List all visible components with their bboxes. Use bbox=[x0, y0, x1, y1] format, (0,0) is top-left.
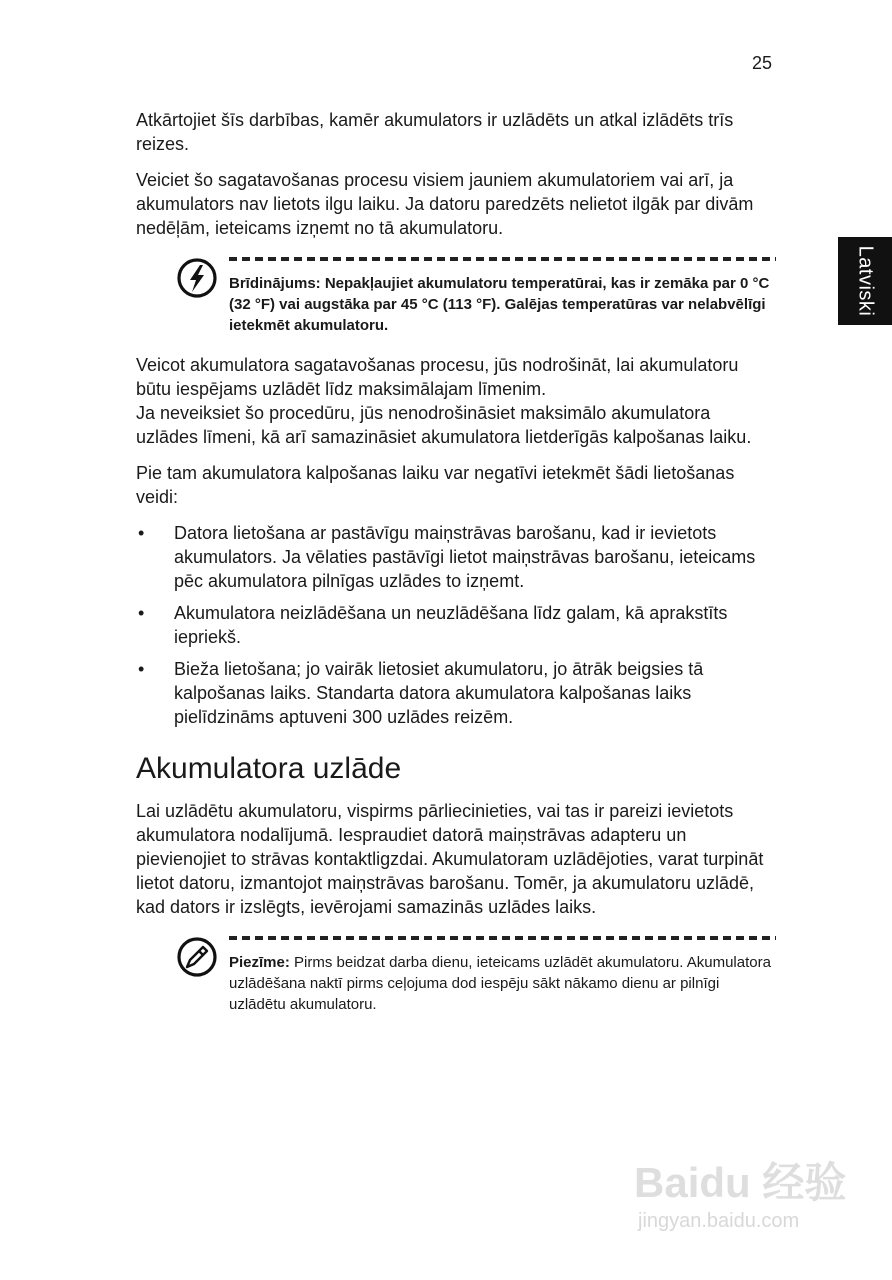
paragraph: Atkārtojiet šīs darbības, kamēr akumulators ir uzlādēts un atkal izlādēts trīs reizes. bbox=[136, 110, 734, 154]
note-text bbox=[229, 952, 776, 1015]
paragraph: Veiciet šo sagatavošanas procesu visiem jauniem akumulatoriem vai arī, ja akumulators nav lietots ilgu laiku. Ja datoru paredzēts nelietot ilgāk par divām nedēļām, ieteicams izņemt no tā akumulatoru. bbox=[136, 170, 754, 238]
dashed-divider bbox=[229, 257, 776, 261]
note-label: Piezīme: bbox=[229, 954, 290, 971]
paragraph: Pie tam akumulatora kalpošanas laiku var negatīvi ietekmēt šādi lietošanas veidi: bbox=[136, 463, 735, 507]
list-item: • Akumulatora neizlādēšana un neuzlādēšana līdz galam, kā aprakstīts iepriekš. bbox=[136, 601, 776, 649]
watermark-logo: Baidu 经验 bbox=[634, 1159, 847, 1206]
section-heading: Akumulatora uzlāde bbox=[136, 752, 402, 785]
list-item: • Datora lietošana ar pastāvīgu maiņstrāvas barošanu, kad ir ievietots akumulators. Ja vēlaties pastāvīgi lietot maiņstrāvas barošanu, ieteicams pēc akumulatora pilnīgas uzlādes to izņemt. bbox=[136, 521, 776, 593]
page-content bbox=[136, 108, 776, 1032]
lightning-warning-icon bbox=[176, 257, 218, 299]
note-pen-icon bbox=[176, 936, 218, 978]
paragraph: Lai uzlādētu akumulatoru, vispirms pārliecinieties, vai tas ir pareizi ievietots akumulatora nodalījumā. Iespraudiet datorā maiņstrāvas adapteru un pievienojiet to strāvas kontaktligzdai. Akumulatoram uzlādējoties, varat turpināt lietot datoru, izmantojot maiņstrāvas barošanu. Tomēr, ja akumulatoru uzlādē, kad dators ir izslēgts, ievērojami samazinās uzlādes laiks. bbox=[136, 801, 764, 917]
watermark bbox=[630, 1150, 870, 1250]
page-number: 25 bbox=[752, 53, 773, 73]
list-item: • Bieža lietošana; jo vairāk lietosiet akumulatoru, jo ātrāk beigsies tā kalpošanas laiks. Standarta datora akumulatora kalpošanas laiks pielīdzināms aptuveni 300 uzlādes reizēm. bbox=[136, 657, 776, 729]
note-callout bbox=[136, 936, 776, 1015]
watermark-url: jingyan.baidu.com bbox=[638, 1210, 800, 1232]
paragraph: Veicot akumulatora sagatavošanas procesu, jūs nodrošināt, lai akumulatoru būtu iespējams uzlādēt līdz maksimālajam līmenim. bbox=[136, 355, 739, 399]
warning-text: Brīdinājums: Nepakļaujiet akumulatoru temperatūrai, kas ir zemāka par 0 °C (32 °F) vai augstāka par 45 °C (113 °F). Galējas temperatūras var nelabvēlīgi ietekmēt akumulatoru. bbox=[229, 275, 770, 334]
language-tab bbox=[838, 237, 892, 325]
note-body: Pirms beidzat darba dienu, ieteicams uzlādēt akumulatoru. Akumulatora uzlādēšana naktī pirms ceļojuma dod iespēju sākt nākamo dienu ar pilnīgi uzlādētu akumulatoru. bbox=[229, 954, 771, 1013]
language-tab-label: Latviski bbox=[854, 245, 877, 317]
warning-callout bbox=[136, 257, 776, 336]
usage-bullet-list bbox=[136, 521, 776, 729]
dashed-divider bbox=[229, 936, 776, 940]
paragraph: Ja neveiksiet šo procedūru, jūs nenodrošināsiet maksimālo akumulatora uzlādes līmeni, kā arī samazināsiet akumulatora lietderīgās kalpošanas laiku. bbox=[136, 403, 752, 447]
